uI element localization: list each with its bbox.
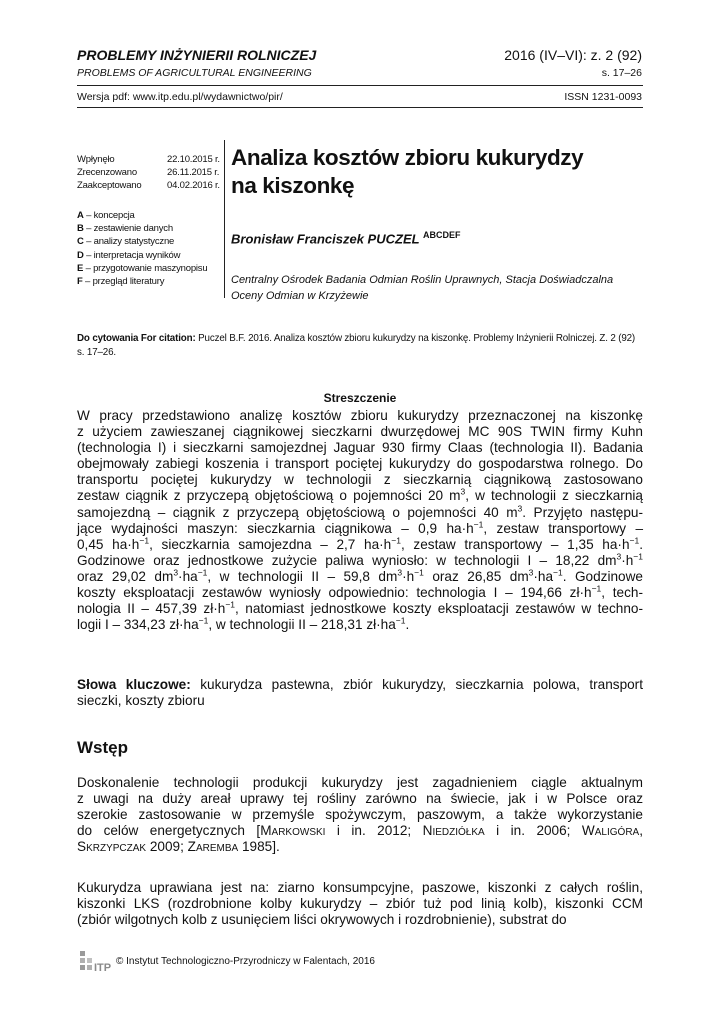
issn: ISSN 1231-0093	[564, 91, 642, 103]
contribution-list	[77, 209, 207, 288]
date-label: Zaakceptowano	[77, 180, 142, 191]
text-line: z uwagi na duży areał uprawy tej rośliny zarówno na świecie, jak i w Polsce oraz	[77, 791, 643, 807]
text-line: (zbiór wilgotnych kolb z usunięciem liści okrywowych i rozdrobnienie), substrat do	[77, 912, 567, 928]
text-line: koszty eksploatacji zestawów wyniosły odpowiednio: technologia I – 194,66 $zł\cdot h^{-1}$, tech-	[77, 583, 643, 601]
intro-paragraph-1	[77, 775, 643, 855]
citation-label: Do cytowania For citation:	[77, 333, 196, 344]
author-name: Bronisław Franciszek PUCZEL	[231, 231, 420, 247]
text-line: kiszonki LKS (rozdrobnione kolby kukurydzy – zbiór tuż pod linią kolb), kiszonki CCM	[77, 896, 643, 912]
text-line: szerokie zastosowanie w przemyśle spożywczym, paszowym, a także wykorzystanie	[77, 807, 643, 823]
text-line	[77, 677, 643, 693]
text-line: zestaw ciągnik z przyczepą objętościową o pojemności 20 $m^3$, w technologii z sieczkarnią	[77, 486, 643, 504]
text-line: jące wydajności maszyn: sieczkarnia ciągnikowa – 0,9 $ha\cdot h^{-1}$, zestaw transportowy –	[77, 519, 644, 536]
abstract-text	[77, 408, 643, 633]
text-line: samojezdną – ciągnik z przyczepą objętościową o pojemności 40 $m^3$. Przyjęto następu-	[77, 503, 643, 520]
text-line: Godzinowe oraz jednostkowe zużycie paliwa wyniosło: w technologii I – 18,22 $dm^3\cdot h^{-1}$	[77, 551, 643, 568]
reference-author: Waligóra,	[581, 823, 643, 839]
journal-subtitle: PROBLEMS OF AGRICULTURAL ENGINEERING	[77, 67, 312, 79]
copyright: © Instytut Technologiczno-Przyrodniczy w Falentach, 2016	[116, 956, 375, 967]
text-line: Skrzypczak 2009; Zaremba 1985].	[77, 839, 280, 855]
reference-author: Skrzypczak	[77, 839, 147, 855]
contribution-item: D – interpretacja wyników	[77, 249, 181, 261]
reference-author: Markowski	[260, 823, 326, 839]
page-range: s. 17–26	[601, 67, 642, 79]
section-heading: Wstęp	[77, 738, 128, 757]
text-line: transportu pociętej kukurydzy w technologii z sieczkarnią ciągnikową zastosowano	[77, 472, 643, 488]
itp-logo-icon	[79, 948, 115, 974]
header-rule-bottom	[77, 107, 643, 108]
text-line: do celów energetycznych [Markowski i in. 2012; Niedziółka i in. 2006; Waligóra,	[77, 823, 643, 839]
text-line: z użyciem zawieszanej ciągnikowej sieczkarni dwurzędowej MC 90S TWIN firmy Kuhn	[77, 424, 643, 440]
citation-text: Puczel B.F. 2016. Analiza kosztów zbioru kukurydzy na kiszonkę. Problemy Inżynierii Rolniczej. Z. 2 (92) s. 17–26.	[77, 333, 636, 358]
issue-number: 2016 (IV–VI): z. 2 (92)	[504, 47, 642, 63]
abstract-heading: Streszczenie	[323, 391, 397, 405]
date-received	[77, 153, 223, 166]
text-line: obejmowały zabiegi koszenia i transport pociętej kukurydzy do gospodarstwa rolnego. Do	[77, 456, 643, 472]
article-title	[231, 144, 643, 200]
text-line: W pracy przedstawiono analizę kosztów zbioru kukurydzy przeznaczonej na kiszonkę	[77, 408, 643, 423]
text-line: logii I – 334,23 $zł\cdot ha^{-1}$, w technologii II – 218,31 $zł\cdot ha^{-1}$.	[77, 615, 410, 633]
date-reviewed	[77, 166, 223, 179]
pdf-version-url: Wersja pdf: www.itp.edu.pl/wydawnictwo/pir/	[77, 91, 283, 103]
text-line: Doskonalenie technologii produkcji kukurydzy jest zagadnieniem ciągle aktualnym	[77, 775, 643, 790]
text-line: 0,45 $ha\cdot h^{-1}$, sieczkarnia samojezdna – 2,7 $ha\cdot h^{-1}$, zestaw transportowy – 1,35 $ha\cdot h^{-1}$.	[77, 535, 644, 552]
keywords	[77, 677, 643, 709]
article-title-line: Analiza kosztów zbioru kukurydzy	[231, 145, 584, 170]
date-label: Wpłynęło	[77, 154, 115, 165]
contribution-item: B – zestawienie danych	[77, 223, 173, 235]
keywords-text: kukurydza pastewna, zbiór kukurydzy, sieczkarnia polowa, transport	[190, 677, 643, 692]
text-line: (technologia I) i sieczkarni samojezdnej Jaguar 930 firmy Claas (technologia II). Badania	[77, 440, 643, 456]
date-value: 26.11.2015 r.	[167, 167, 220, 178]
keywords-label: Słowa kluczowe:	[77, 677, 191, 692]
citation	[77, 332, 643, 360]
text-line: oraz 29,02 $dm^3\cdot ha^{-1}$, w technologii II – 59,8 $dm^3\cdot h^{-1}$ oraz 26,85 $dm^3\cdot ha^{-1}$. Godzinowe	[77, 567, 643, 584]
author-contribution: ABCDEF	[422, 230, 461, 240]
contribution-item: F – przegląd literatury	[77, 276, 165, 288]
contribution-item: C – analizy statystyczne	[77, 236, 175, 248]
intro-paragraph-2	[77, 880, 643, 928]
date-label: Zrecenzowano	[77, 167, 137, 178]
author	[231, 230, 460, 246]
journal-title: PROBLEMY INŻYNIERII ROLNICZEJ	[77, 47, 317, 63]
publisher-logo	[79, 948, 115, 974]
text-line: Kukurydza uprawiana jest na: ziarno konsumpcyjne, paszowe, kiszonki z całych roślin,	[77, 880, 643, 895]
reference-author: Niedziółka	[422, 823, 485, 839]
reference-author: Zaremba	[187, 839, 239, 855]
header-rule	[77, 85, 643, 86]
text-line: sieczki, koszty zbioru	[77, 693, 205, 709]
date-accepted	[77, 179, 223, 192]
contribution-item: E – przygotowanie maszynopisu	[77, 262, 208, 274]
article-title-line: na kiszonkę	[231, 173, 355, 198]
text-line: nologia II – 457,39 $zł\cdot h^{-1}$, natomiast jednostkowe koszty eksploatacji zestawów w techno-	[77, 599, 643, 617]
date-value: 22.10.2015 r.	[167, 154, 220, 165]
affiliation: Centralny Ośrodek Badania Odmian Roślin Uprawnych, Stacja Doświadczalna Oceny Odmian w Krzyżewie	[231, 274, 614, 302]
contribution-item: A – koncepcja	[77, 210, 135, 221]
date-value: 04.02.2016 r.	[167, 180, 220, 191]
svg-text:ITP: ITP	[94, 962, 112, 974]
meta-divider	[224, 140, 225, 298]
dates-block	[77, 153, 223, 192]
